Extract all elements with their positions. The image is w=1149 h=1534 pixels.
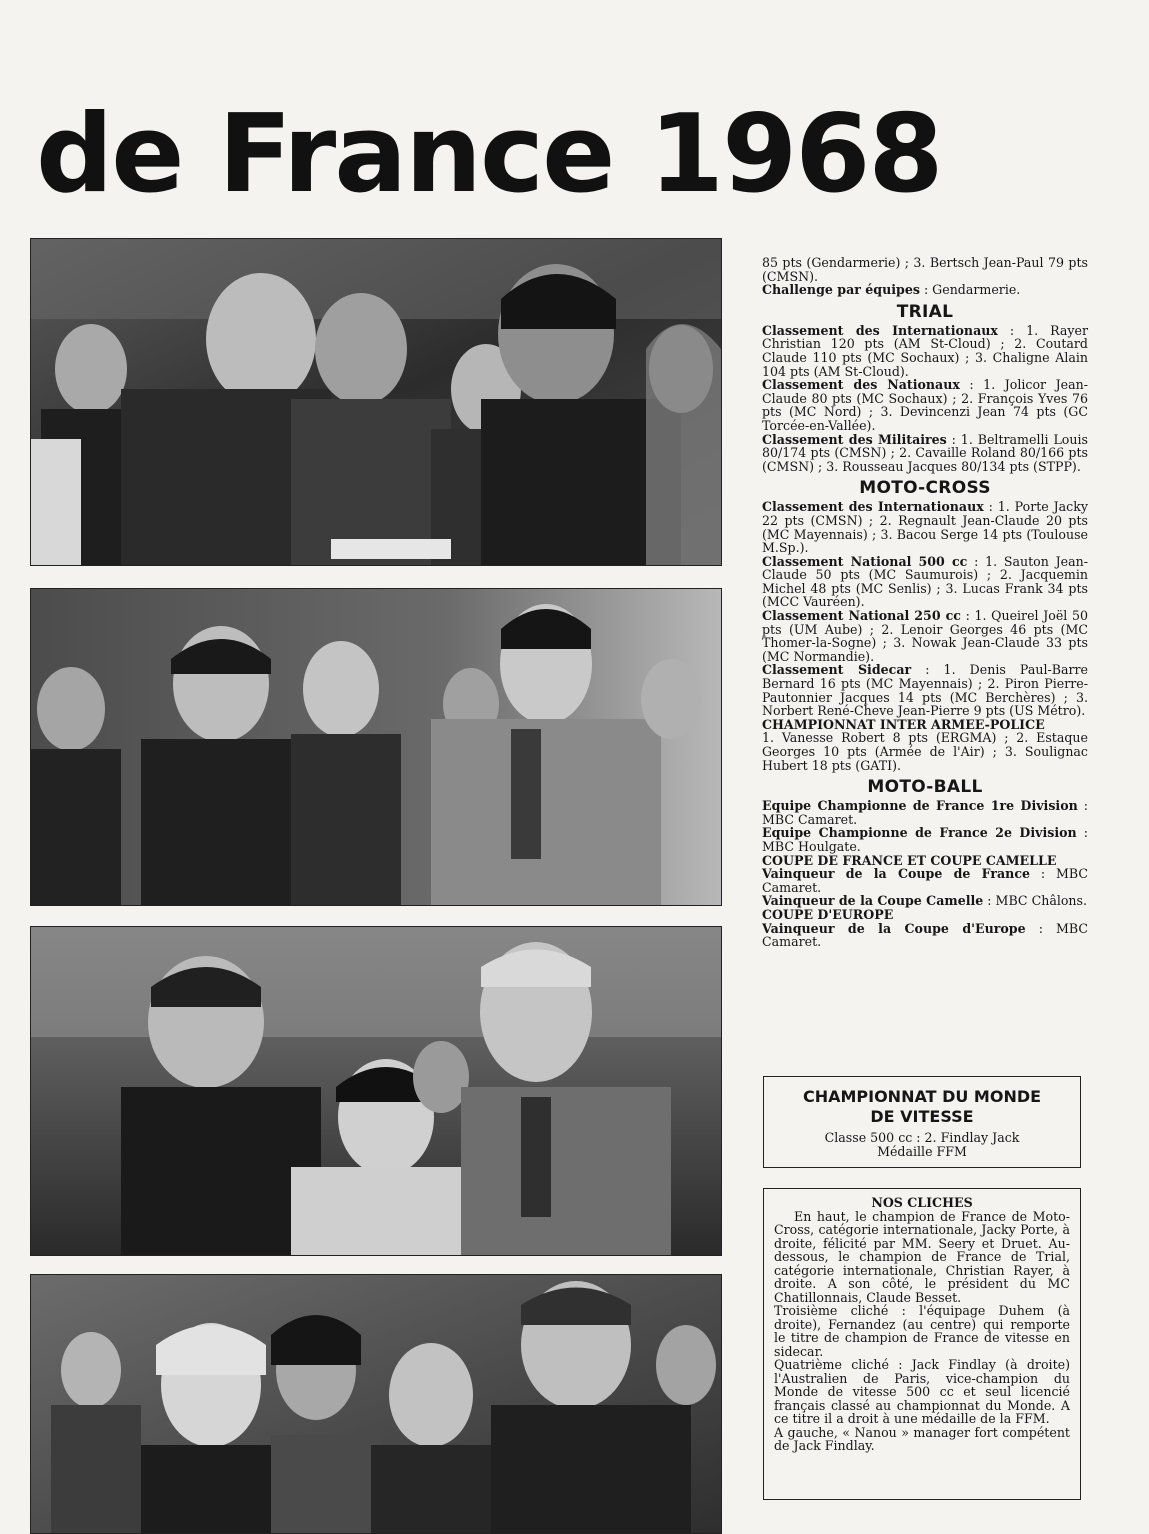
motoball-item: Equipe Championne de France 2e Division : MBC Houlgate. <box>762 825 1089 854</box>
captions-heading: NOS CLICHES <box>871 1195 973 1210</box>
trial-item: Classement des Militaires : 1. Beltramelli Louis 80/174 pts (CMSN) ; 2. Cavaille Roland 80/166 pts (CMSN) ; 3. Rousseau Jacques 80/134 pts (STPP). <box>762 431 1088 474</box>
motoball-item: Vainqueur de la Coupe de France : MBC Camaret. <box>762 866 1088 895</box>
motocross-item: Classement des Internationaux : 1. Porte Jacky 22 pts (CMSN) ; 2. Regnault Jean-Claude 20 pts (MC Mayennais) ; 3. Bacou Serge 14 pts (Toulouse M.Sp.). <box>762 499 1088 556</box>
trial-item: Classement des Nationaux : 1. Jolicor Jean-Claude 80 pts (MC Sochaux) ; 2. François Yves 76 pts (MC Nord) ; 3. Devincenzi Jean 74 pts (GC Torcée-en-Vallée). <box>762 377 1088 433</box>
world-championship-box <box>763 1076 1081 1168</box>
motocross-item-armee: CHAMPIONNAT INTER ARMEE-POLICE 1. Vanesse Robert 8 pts (ERGMA) ; 2. Estaque Georges 10 pts (Armée de l'Air) ; 3. Soulignac Hubert 18 pts (GATI). <box>762 716 1088 773</box>
photo-1 <box>30 238 722 566</box>
results-column <box>762 256 1088 949</box>
caption-paragraph: Troisième cliché : l'équipage Duhem (à droite), Fernandez (au centre) qui remporte le titre de champion de France de vitesse en sidecar. <box>774 1303 1070 1359</box>
motoball-item: COUPE DE FRANCE ET COUPE CAMELLE <box>762 852 1057 868</box>
motoball-item: Vainqueur de la Coupe Camelle : MBC Châlons. <box>762 893 1088 909</box>
caption-paragraph: A gauche, « Nanou » manager fort compétent de Jack Findlay. <box>774 1424 1070 1453</box>
photo-4-image <box>31 1275 721 1533</box>
caption-paragraph: Quatrième cliché : Jack Findlay (à droite) l'Australien de Paris, vice-champion du Monde de vitesse 500 cc et seul licencié français classé au championnat du Monde. A ce titre il a droit à une médaille de la FFM. <box>774 1357 1070 1426</box>
photo-3 <box>30 926 722 1256</box>
motoball-item: Vainqueur de la Coupe d'Europe : MBC Camaret. <box>762 920 1088 950</box>
world-box-line-2: Médaille FFM <box>877 1143 967 1159</box>
heading-motocross: MOTO-CROSS <box>859 478 991 499</box>
motoball-item: COUPE D'EUROPE <box>762 906 894 922</box>
photo-3-image <box>31 927 721 1255</box>
trial-item: Classement des Internationaux : 1. Rayer Christian 120 pts (AM St-Cloud) ; 2. Coutard Claude 110 pts (MC Sochaux) ; 3. Chaligne Alain 104 pts (AM St-Cloud). <box>762 322 1088 379</box>
heading-motoball: MOTO-BALL <box>867 777 983 798</box>
motoball-item: Equipe Championne de France 1re Division : MBC Camaret. <box>762 798 1089 827</box>
captions-box <box>763 1188 1081 1500</box>
intro-challenge: Challenge par équipes : Gendarmerie. <box>762 282 1021 298</box>
world-box-title-1: CHAMPIONNAT DU MONDE <box>802 1087 1042 1106</box>
photo-1-image <box>31 239 721 565</box>
world-box-title-2: DE VITESSE <box>870 1107 974 1126</box>
photo-2-image <box>31 589 721 905</box>
heading-trial: TRIAL <box>896 301 954 322</box>
motocross-item: Classement Sidecar : 1. Denis Paul-Barre Bernard 16 pts (MC Mayennais) ; 2. Piron Pierre-Pautonnier Jacques 14 pts (MC Berchères) ; 3. Norbert René-Cheve Jean-Pierre 9 pts (US Métro). <box>762 662 1088 719</box>
intro-text: 85 pts (Gendarmerie) ; 3. Bertsch Jean-Paul 79 pts (CMSN). <box>762 255 1088 284</box>
motocross-item: Classement National 500 cc : 1. Sauton Jean-Claude 50 pts (MC Saumurois) ; 2. Jacquemin Michel 48 pts (MC Senlis) ; 3. Lucas Frank 34 pts (MCC Vauréen). <box>762 553 1088 610</box>
world-box-line-1: Classe 500 cc : 2. Findlay Jack <box>824 1130 1020 1145</box>
caption-paragraph: En haut, le champion de France de Moto-Cross, catégorie internationale, Jacky Porte, à droite, félicité par MM. Seery et Druet. Au-dessous, le champion de France de Trial, catégorie internationale, Christian Rayer, à droite. A son côté, le président du MC Chatillonnais, Claude Besset. <box>774 1208 1070 1305</box>
motocross-item: Classement National 250 cc : 1. Queirel Joël 50 pts (UM Aube) ; 2. Lenoir Georges 46 pts (MC Thomer-la-Sogne) ; 3. Nowak Jean-Claude 33 pts (MC Normandie). <box>762 608 1088 664</box>
photo-4 <box>30 1274 722 1534</box>
photo-2 <box>30 588 722 906</box>
page-title: de France 1968 <box>36 92 942 217</box>
